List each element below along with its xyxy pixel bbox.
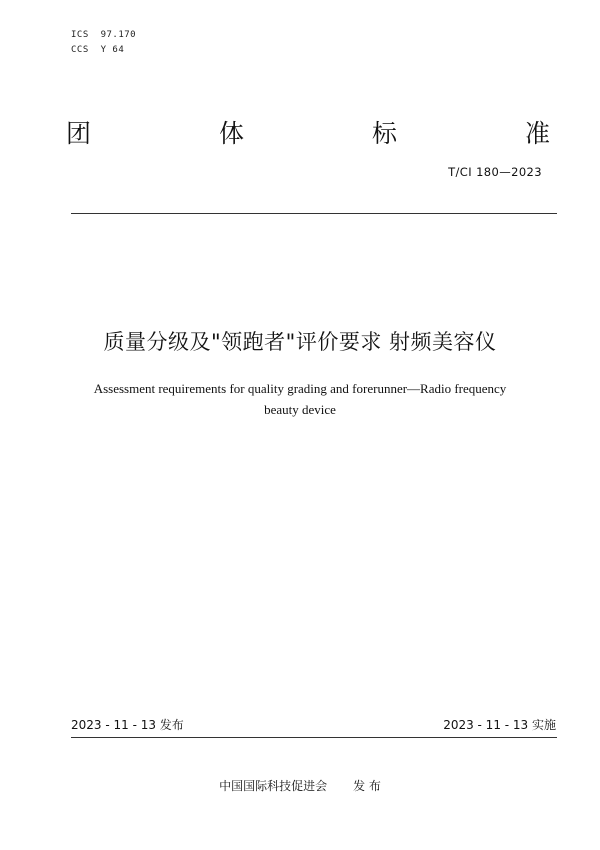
top-divider xyxy=(71,213,557,214)
title-english xyxy=(60,378,540,420)
standard-type-char-1: 团 xyxy=(66,119,92,148)
standard-number: T/CI 180—2023 xyxy=(448,165,542,179)
ccs-code: CCS Y 64 xyxy=(71,45,125,55)
ics-code: ICS 97.170 xyxy=(71,30,137,40)
standard-type-char-3: 标 xyxy=(371,119,397,148)
title-english-line-1: Assessment requirements for quality grading and forerunner—Radio frequency xyxy=(93,381,507,396)
publisher-name: 中国国际科技促进会 xyxy=(219,779,328,793)
standard-type-char-2: 体 xyxy=(218,119,244,148)
title-english-line-2: beauty device xyxy=(264,402,336,417)
classification-codes xyxy=(71,28,136,58)
standard-type-heading xyxy=(66,114,550,150)
title-chinese: 质量分级及"领跑者"评价要求 射频美容仪 xyxy=(103,330,497,354)
standard-type-char-4: 准 xyxy=(524,119,550,148)
issue-date: 2023 - 11 - 13 发布 xyxy=(71,718,184,732)
implementation-date: 2023 - 11 - 13 实施 xyxy=(443,718,556,732)
publisher-line xyxy=(0,777,600,794)
publisher-action: 发 布 xyxy=(353,779,381,793)
bottom-divider xyxy=(71,737,557,738)
